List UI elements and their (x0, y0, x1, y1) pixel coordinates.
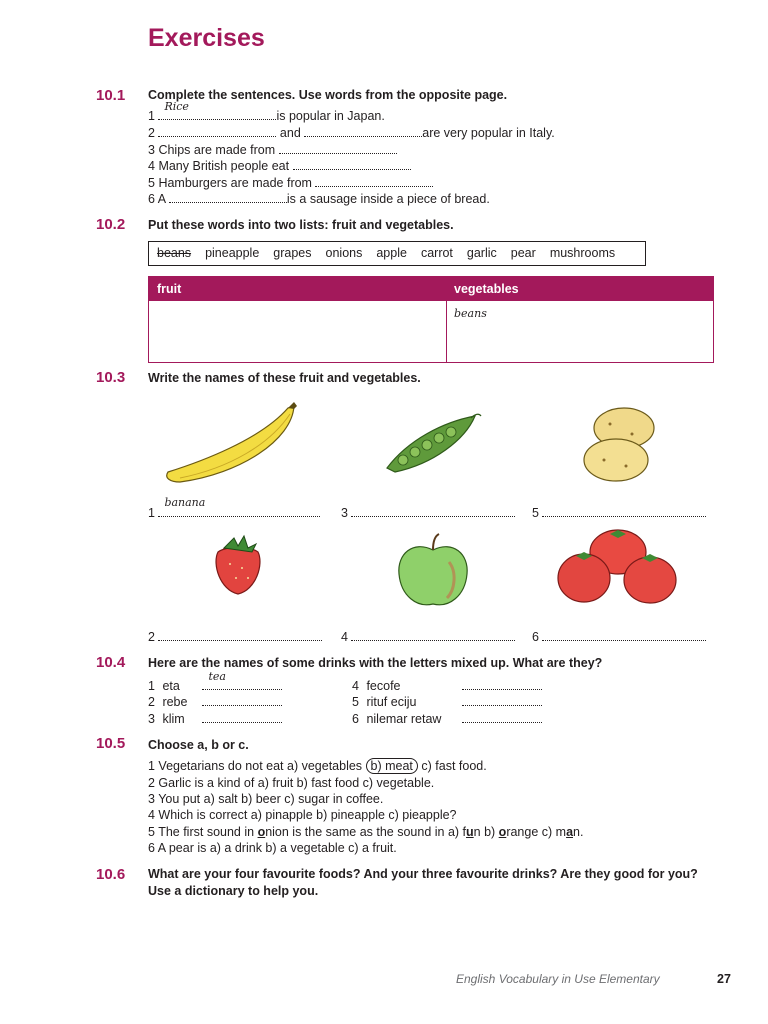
item-number: 1 (148, 109, 155, 123)
question-text: 5 The first sound in (148, 825, 258, 839)
apple-picture (393, 532, 473, 610)
sentence-5 (148, 175, 433, 191)
choice-question-2: 2 Garlic is a kind of a) fruit b) fast food c) vegetable. (148, 776, 435, 790)
scrambled-word: rituf eciju (366, 695, 417, 709)
scrambled-word: nilemar retaw (366, 712, 442, 726)
highlighted-letter: o (257, 825, 266, 839)
answer-blank[interactable] (158, 629, 322, 641)
question-text: 1 Vegetarians do not eat a) vegetables (148, 759, 363, 773)
picture-answer-1 (148, 496, 330, 521)
sentence-2 (148, 125, 555, 141)
answer-blank[interactable] (158, 100, 276, 120)
choice-question-4: 4 Which is correct a) pinapple b) pineapple c) pieapple? (148, 808, 457, 822)
column-header-vegetables: vegetables (454, 282, 519, 296)
answer-blank[interactable] (304, 125, 422, 137)
exercise-number-10-2: 10.2 (96, 216, 126, 233)
item-number: 3 (341, 506, 348, 520)
scrambled-word: fecofe (366, 679, 401, 693)
answer-blank[interactable] (158, 496, 320, 517)
choice-question-1 (148, 758, 487, 774)
sentence-text: are very popular in Italy. (422, 126, 555, 140)
item-number: 5 (352, 695, 359, 709)
option-text: c) fast food. (421, 759, 487, 773)
word-item: pineapple (205, 246, 260, 260)
sentence-1 (148, 100, 385, 124)
answer-blank[interactable] (202, 694, 282, 706)
word-item: apple (376, 246, 407, 260)
exercise-instruction-10-5: Choose a, b or c. (148, 738, 249, 752)
word-item: beans (157, 246, 192, 260)
page-number: 27 (717, 972, 731, 986)
exercise-instruction-10-3: Write the names of these fruit and vegetables. (148, 371, 421, 385)
item-number: 4 (148, 159, 155, 173)
answer-blank[interactable] (202, 670, 282, 690)
handwritten-answer: banana (164, 496, 206, 509)
answer-blank[interactable] (351, 629, 515, 641)
answer-blank[interactable] (462, 711, 542, 723)
word-item: garlic (466, 246, 497, 260)
circled-answer: b) meat (366, 758, 418, 774)
word-box (148, 241, 646, 266)
choice-question-5 (148, 824, 583, 840)
exercise-instruction-10-6-line1: What are your four favourite foods? And your three favourite drinks? Are they good for you? (148, 867, 698, 881)
exercise-instruction-10-6-line2: Use a dictionary to help you. (148, 884, 319, 898)
scrambled-word: eta (162, 679, 180, 693)
potatoes-picture (580, 404, 660, 484)
question-text: nion is the same as the sound in a) f (265, 825, 467, 839)
exercise-number-10-4: 10.4 (96, 654, 126, 671)
sentence-text: Many British people eat (158, 159, 290, 173)
exercise-instruction-10-4: Here are the names of some drinks with the letters mixed up. What are they? (148, 656, 603, 670)
item-number: 2 (148, 630, 155, 644)
handwritten-answer: beans (454, 307, 487, 320)
picture-answer-6 (532, 629, 714, 645)
sentence-text: Hamburgers are made from (158, 176, 312, 190)
exercise-number-10-5: 10.5 (96, 735, 126, 752)
drink-item-5 (352, 694, 542, 710)
peas-picture (383, 410, 483, 476)
answer-blank[interactable] (542, 505, 706, 517)
tomatoes-picture (556, 528, 680, 608)
choice-question-3: 3 You put a) salt b) beer c) sugar in coffee. (148, 792, 384, 806)
answer-blank[interactable] (542, 629, 706, 641)
option-text: n b) (473, 825, 499, 839)
drink-item-2 (148, 694, 282, 710)
picture-answer-4 (341, 629, 523, 645)
drink-item-6 (352, 711, 542, 727)
item-number: 3 (148, 712, 155, 726)
picture-answer-2 (148, 629, 330, 645)
word-item: onions (325, 246, 363, 260)
banana-picture (160, 400, 300, 485)
item-number: 4 (341, 630, 348, 644)
scrambled-word: rebe (162, 695, 188, 709)
sentence-text: and (279, 126, 301, 140)
sentence-text: is popular in Japan. (276, 109, 385, 123)
handwritten-answer: tea (208, 670, 226, 683)
exercise-number-10-3: 10.3 (96, 369, 126, 386)
answer-blank[interactable] (315, 175, 433, 187)
sentence-text: is a sausage inside a piece of bread. (286, 192, 490, 206)
exercise-instruction-10-1: Complete the sentences. Use words from the opposite page. (148, 88, 508, 102)
picture-answer-5 (532, 505, 714, 521)
column-header-fruit: fruit (157, 282, 182, 296)
item-number: 2 (148, 126, 155, 140)
answer-blank[interactable] (293, 158, 411, 170)
item-number: 6 (148, 192, 155, 206)
answer-blank[interactable] (158, 125, 276, 137)
option-text: n. (573, 825, 584, 839)
word-item: carrot (420, 246, 453, 260)
item-number: 3 (148, 143, 155, 157)
sentence-6 (148, 191, 490, 207)
choice-question-6: 6 A pear is a) a drink b) a vegetable c) a fruit. (148, 841, 397, 855)
sentence-text: Chips are made from (158, 143, 276, 157)
sentence-text: A (157, 192, 166, 206)
drink-item-3 (148, 711, 282, 727)
sentence-4 (148, 158, 411, 174)
answer-blank[interactable] (462, 678, 542, 690)
word-item: mushrooms (549, 246, 616, 260)
answer-blank[interactable] (202, 711, 282, 723)
table-header (149, 277, 713, 301)
strawberry-picture (210, 534, 266, 596)
column-divider (446, 277, 447, 362)
answer-blank[interactable] (351, 505, 515, 517)
exercise-number-10-6: 10.6 (96, 866, 126, 883)
book-title-footer: English Vocabulary in Use Elementary (456, 972, 660, 986)
sentence-3 (148, 142, 397, 158)
drink-item-1 (148, 670, 282, 694)
word-item: grapes (273, 246, 312, 260)
item-number: 5 (148, 176, 155, 190)
picture-answer-3 (341, 505, 523, 521)
handwritten-answer: Rice (164, 100, 189, 113)
exercise-instruction-10-2: Put these words into two lists: fruit and vegetables. (148, 218, 454, 232)
answer-blank[interactable] (462, 694, 542, 706)
highlighted-letter: u (466, 825, 474, 839)
exercise-number-10-1: 10.1 (96, 87, 126, 104)
item-number: 5 (532, 506, 539, 520)
highlighted-letter: a (566, 825, 574, 839)
word-item: pear (510, 246, 536, 260)
page-title: Exercises (148, 24, 265, 52)
item-number: 1 (148, 506, 155, 520)
fruit-vegetables-table (148, 276, 714, 363)
highlighted-letter: o (498, 825, 507, 839)
answer-blank[interactable] (279, 142, 397, 154)
option-text: range c) m (506, 825, 567, 839)
drink-item-4 (352, 678, 542, 694)
scrambled-word: klim (162, 712, 185, 726)
item-number: 4 (352, 679, 359, 693)
item-number: 2 (148, 695, 155, 709)
item-number: 6 (352, 712, 359, 726)
answer-blank[interactable] (169, 191, 287, 203)
item-number: 1 (148, 679, 155, 693)
item-number: 6 (532, 630, 539, 644)
